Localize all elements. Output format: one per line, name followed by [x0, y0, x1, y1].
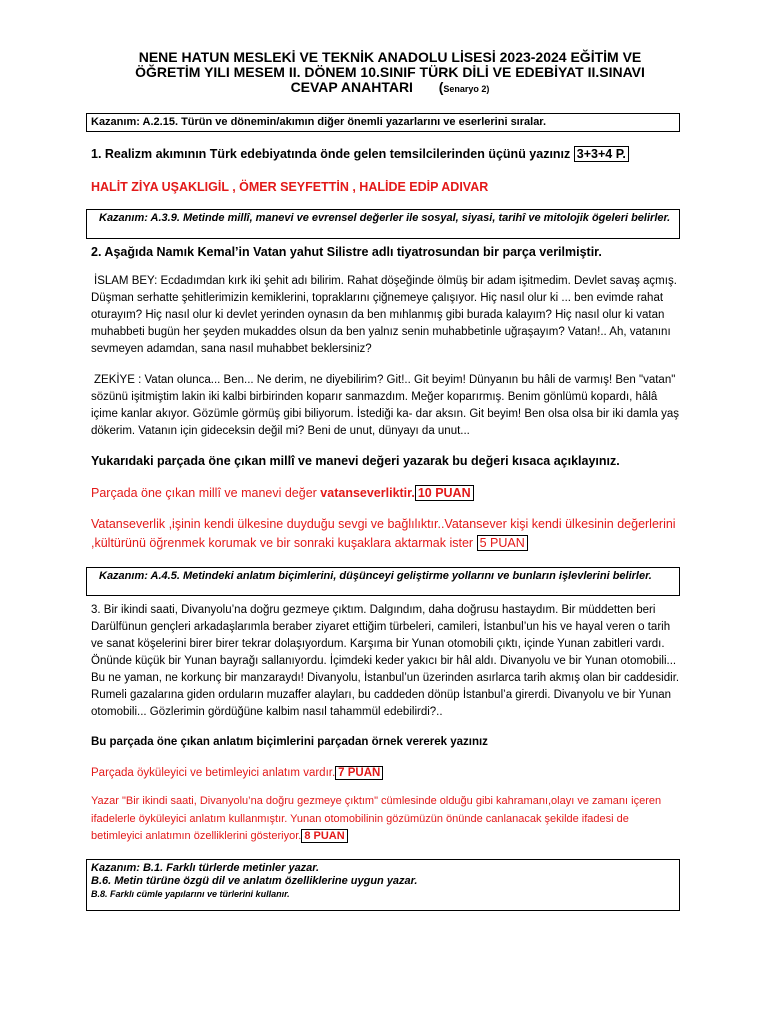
title-answer-key: CEVAP ANAHTARI: [290, 79, 413, 95]
question-1: [91, 146, 681, 163]
kazanim-box-3: Kazanım: A.4.5. Metindeki anlatım biçimlerini, düşünceyi geliştirme yollarını ve bunların işlevlerini belirler.: [86, 567, 680, 596]
kazanim-box-2: Kazanım: A.3.9. Metinde millî, manevi ve evrensel değerler ile sosyal, siyasi, tarihî ve mitolojik ögeleri belirler.: [86, 209, 680, 239]
answer-3-2-points: 8 PUAN: [301, 829, 347, 843]
question-1-answer: HALİT ZİYA UŞAKLIGİL , ÖMER SEYFETTİN , HALİDE EDİP ADIVAR: [91, 180, 489, 194]
question-1-text: 1. Realizm akımının Türk edebiyatında önde gelen temsilcilerinden üçünü yazınız: [91, 147, 571, 161]
kazanim-box-4: [86, 859, 680, 911]
question-3-question: Bu parçada öne çıkan anlatım biçimlerini parçadan örnek vererek yazınız: [91, 736, 488, 748]
question-2-answer-1: [91, 484, 681, 502]
question-1-points: 3+3+4 P.: [574, 146, 629, 162]
scenario-label: Senaryo 2): [443, 84, 490, 94]
answer-2-2-text: Vatanseverlik ,işinin kendi ülkesine duyduğu sevgi ve bağlılıktır..Vatansever kişi kendi ülkesinin değerlerini ,kültürünü öğrenmek korumak ve bir sonraki kuşaklara aktarmak ister: [91, 517, 676, 550]
title-line-1: NENE HATUN MESLEKİ VE TEKNİK ANADOLU LİSESİ 2023-2024 EĞİTİM VE: [138, 49, 642, 65]
answer-2-1-points: 10 PUAN: [415, 485, 474, 501]
answer-3-1-points: 7 PUAN: [335, 766, 383, 780]
answer-2-2-points: 5 PUAN: [477, 535, 528, 551]
kazanim-4-line-1: Kazanım: B.1. Farklı türlerde metinler yazar.: [91, 862, 320, 874]
title-paren: (: [438, 79, 444, 95]
kazanim-4-line-2: B.6. Metin türüne özgü dil ve anlatım özelliklerine uygun yazar.: [91, 875, 418, 887]
question-2-question: Yukarıdaki parçada öne çıkan millî ve manevi değeri yazarak bu değeri kısaca açıklayınız.: [91, 454, 620, 468]
title-line-2: ÖĞRETİM YILI MESEM II. DÖNEM 10.SINIF TÜRK DİLİ VE EDEBİYAT II.SINAVI: [135, 64, 645, 80]
kazanim-4-line-3: B.8. Farklı cümle yapılarını ve türlerini kullanır.: [91, 889, 290, 899]
kazanim-box-1: Kazanım: A.2.15. Türün ve dönemin/akımın diğer önemli yazarlarını ve eserlerini sıralar.: [86, 113, 680, 132]
question-3-paragraph: 3. Bir ikindi saati, Divanyolu’na doğru gezmeye çıktım. Dalgındım, daha doğrusu hastaydım. Bir müddetten beri Darülfünun gençleri arkadaşlarımla beraber ziyaret ettiğim türbeleri, camileri, İstanbul’un his ve hayal veren o tarih ve sanat köşelerini birer birer tekrar dolaşıyordum. Karşıma bir Yunan otomobili çıktı, içinde Yunan zabitleri vardı. Önünde küçük bir Yunan bayrağı sallanıyordu. İçimdeki keder yakıcı bir hâl aldı. Divanyolu ve bir Yunan otomobili... Bu ne yaman, ne korkunç bir manzaraydı! Divanyolu, İstanbul’un üzerinden asırlarca tarih akmış olan bir caddesidir. Rumeli gazalarına giden orduların muzaffer alayları, bu caddeden dönüp İstanbul’a girerdi. Divanyolu ve bir Yunan otomobili... Gözlerimin gördüğüne kalbim nasıl tahammül edebilirdi?..: [91, 604, 680, 718]
answer-2-1-text: Parçada öne çıkan millî ve manevi değer: [91, 486, 321, 500]
question-2-paragraph-1: İSLAM BEY: Ecdadımdan kırk iki şehit adı bilirim. Rahat döşeğinde ölmüş bir adam işitmedim. Devlet savaş açmış. Düşman serhatte şehitlerimizin kemiklerini, topraklarını çiğnemeye çalışıyor. Hiç nasıl olur ki ... ben evimde rahat oturayım? Hiç nasıl olur ki devlet yerinden oynasın da ben mıhlanmış gibi burada kalayım? Hiç nasıl olur ki vatan muhabbeti bugün her şeyden mukaddes olsun da ben yalnız senin muhabbetinle uğraşayım? Vatan!.. Ah, vatanını sevmeyen adamdan, sana nasıl muhabbet beklersiniz?: [91, 275, 677, 355]
answer-2-1-bold: vatanseverliktir.: [320, 486, 415, 500]
question-3-answer-1: [91, 764, 681, 782]
question-2-answer-2: [91, 515, 681, 553]
question-2-paragraph-2: ZEKİYE : Vatan olunca... Ben... Ne derim, ne diyebilirim? Git!.. Git beyim! Dünyanın bu hâli de varmış! Ben "vatan" sözünü işitmiştim lakin iki kalbi birbirinden koparır sanmazdım. Meğer koparırmış. Benim gönlümü kopardı, hâlâ içime kanlar akıyor. Gözümle görmüş gibi biliyorum. İstediği ka- dar aksın. Git beyim! Ben olsa olsa bir iki damla yaş dökerim. Vatanın için gideceksin değil mi? Beni de unut, dünyayı da unut...: [91, 374, 680, 437]
question-3-answer-2: [91, 793, 681, 846]
answer-3-2-text: Yazar "Bir ikindi saati, Divanyolu’na doğru gezmeye çıktım" cümlesinde olduğu gibi kahramanı,olayı ve zamanı içeren ifadelerle öyküleyici anlatım kullanmıştır. Yunan otomobilinin gözümüzün önünde canlanacak şekilde ifadesi de betimleyici anlatımın özelliklerini gösteriyor.: [91, 795, 662, 842]
title-line-3: [100, 80, 680, 97]
answer-3-1-text: Parçada öyküleyici ve betimleyici anlatım vardır.: [91, 767, 336, 779]
question-2-intro: 2. Aşağıda Namık Kemal’in Vatan yahut Silistre adlı tiyatrosundan bir parça verilmiştir.: [91, 245, 602, 259]
document-title: [100, 50, 680, 97]
